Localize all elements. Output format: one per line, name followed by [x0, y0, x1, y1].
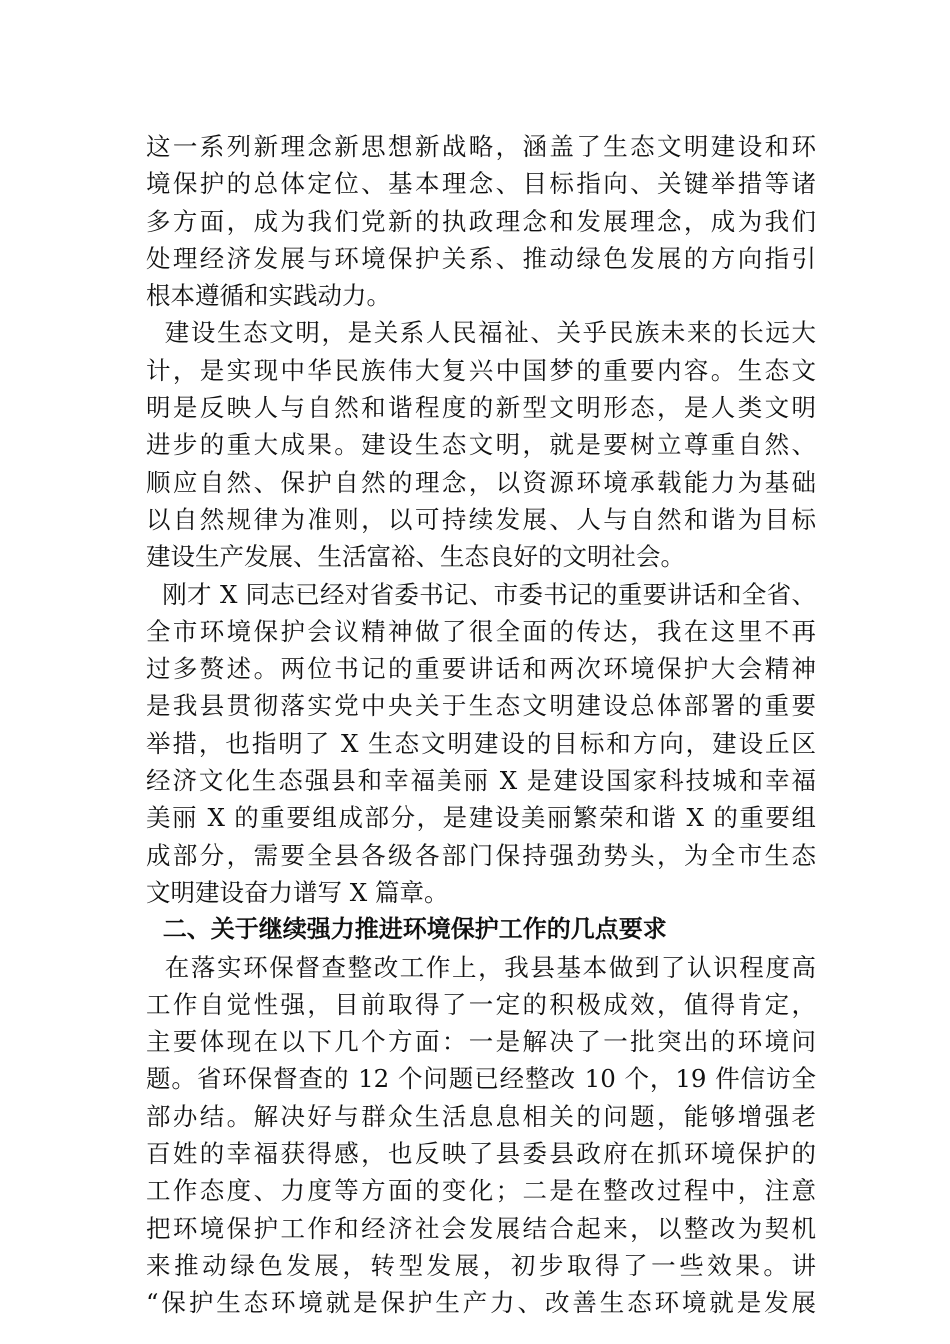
text-line: 顺应自然、保护自然的理念，以资源环境承载能力为基础: [146, 467, 816, 497]
text-line: 在落实环保督查整改工作上，我县基本做到了认识程度高: [146, 952, 816, 982]
text-line: 处理经济发展与环境保护关系、推动绿色发展的方向指引: [146, 243, 816, 273]
text-line: 百姓的幸福获得感，也反映了县委县政府在抓环境保护的: [146, 1139, 816, 1169]
text-line: 刚才 X 同志已经对省委书记、市委书记的重要讲话和全省、: [146, 579, 816, 609]
text-line: 文明建设奋力谱写 X 篇章。: [146, 877, 449, 907]
text-line: 工作自觉性强，目前取得了一定的积极成效，值得肯定，: [146, 989, 816, 1019]
text-line: 是我县贯彻落实党中央关于生态文明建设总体部署的重要: [146, 691, 816, 721]
text-line: 根本遵循和实践动力。: [146, 281, 391, 311]
text-line: 经济文化生态强县和幸福美丽 X 是建设国家科技城和幸福: [146, 766, 816, 796]
text-line: 全市环境保护会议精神做了很全面的传达，我在这里不再: [146, 616, 816, 646]
text-line: 美丽 X 的重要组成部分，是建设美丽繁荣和谐 X 的重要组: [146, 803, 816, 833]
text-line: 建设生态文明，是关系人民福祉、关乎民族未来的长远大: [146, 318, 816, 348]
text-line: 建设生产发展、生活富裕、生态良好的文明社会。: [146, 542, 685, 572]
text-line: 以自然规律为准则，以可持续发展、人与自然和谐为目标: [146, 504, 816, 534]
text-line: 部办结。解决好与群众生活息息相关的问题，能够增强老: [146, 1101, 816, 1131]
section-heading: 二、关于继续强力推进环境保护工作的几点要求: [146, 915, 667, 944]
text-line: “保护生态环境就是保护生产力、改善生态环境就是发展: [146, 1288, 816, 1318]
text-line: 计，是实现中华民族伟大复兴中国梦的重要内容。生态文: [146, 355, 816, 385]
text-line: 工作态度、力度等方面的变化；二是在整改过程中，注意: [146, 1176, 816, 1206]
text-line: 这一系列新理念新思想新战略，涵盖了生态文明建设和环: [146, 132, 816, 161]
document-body: [146, 128, 816, 1322]
text-line: 进步的重大成果。建设生态文明，就是要树立尊重自然、: [146, 430, 816, 460]
text-line: 来推动绿色发展，转型发展，初步取得了一些效果。讲: [146, 1250, 816, 1280]
text-line: 把环境保护工作和经济社会发展结合起来，以整改为契机: [146, 1213, 816, 1243]
text-line: 题。省环保督查的 12 个问题已经整改 10 个，19 件信访全: [146, 1064, 816, 1094]
text-line: 明是反映人与自然和谐程度的新型文明形态，是人类文明: [146, 393, 816, 423]
text-line: 过多赘述。两位书记的重要讲话和两次环境保护大会精神: [146, 654, 816, 684]
text-line: 境保护的总体定位、基本理念、目标指向、关键举措等诸: [146, 169, 816, 199]
text-line: 主要体现在以下几个方面：一是解决了一批突出的环境问: [146, 1027, 816, 1057]
text-line: 举措，也指明了 X 生态文明建设的目标和方向，建设丘区: [146, 728, 816, 758]
text-line: 多方面，成为我们党新的执政理念和发展理念，成为我们: [146, 206, 816, 236]
text-line: 成部分，需要全县各级各部门保持强劲势头，为全市生态: [146, 840, 816, 870]
